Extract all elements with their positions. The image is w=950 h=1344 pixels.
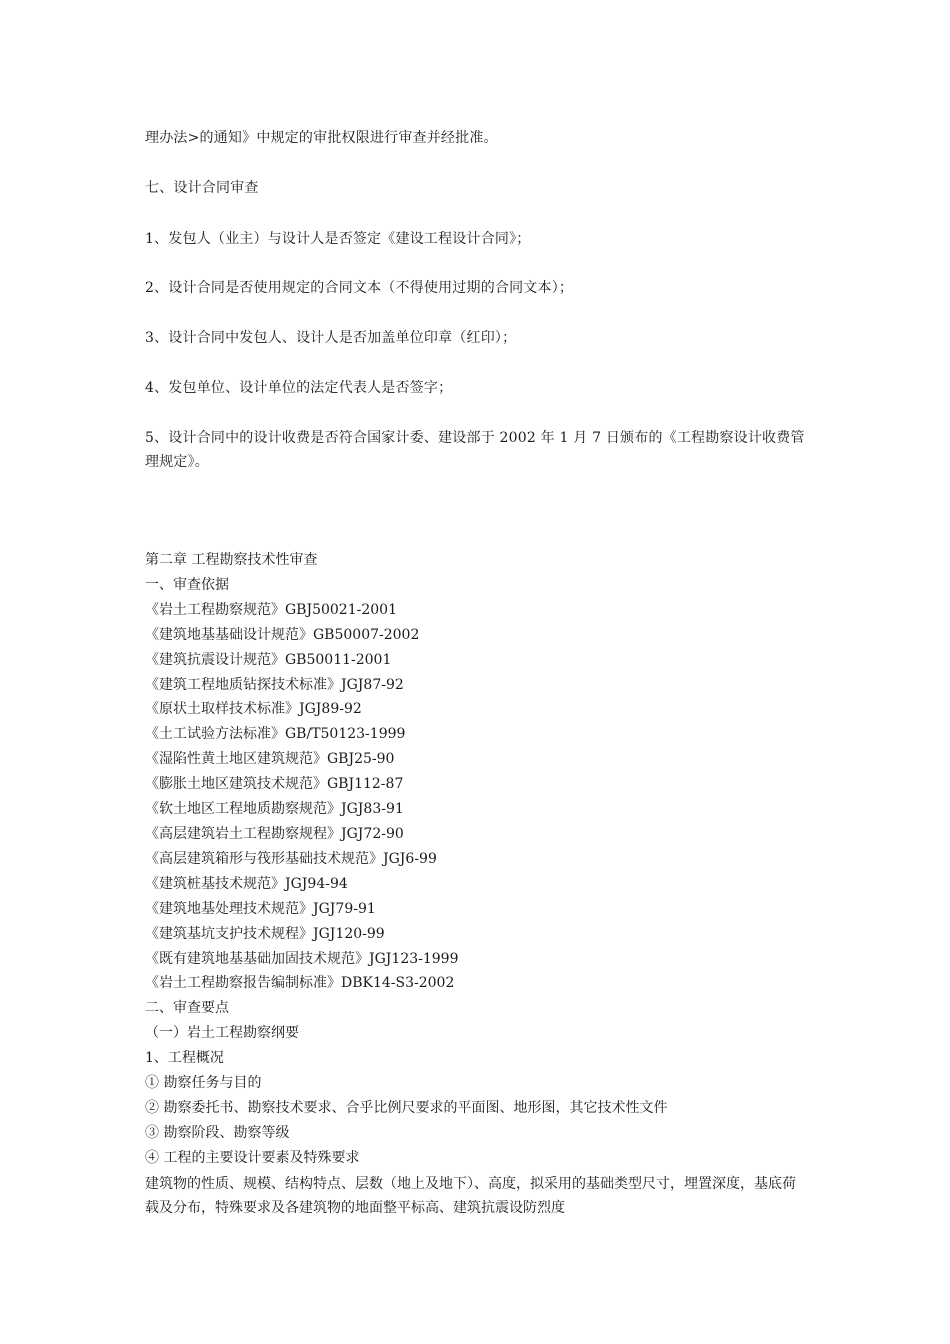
overview-item: ④ 工程的主要设计要素及特殊要求 xyxy=(145,1149,360,1166)
overview-description: 建筑物的性质、规模、结构特点、层数（地上及地下）、高度，拟采用的基础类型尺寸，埋置深度，基底荷载及分布，特殊要求及各建筑物的地面整平标高、建筑抗震设防烈度 xyxy=(145,1175,796,1216)
contract-item-5: 5、设计合同中的设计收费是否符合国家计委、建设部于 2002 年 1 月 7 日颁布的《工程勘察设计收费管理规定》。 xyxy=(145,430,805,470)
standard-item: 《高层建筑箱形与筏形基础技术规范》JGJ6-99 xyxy=(145,850,437,867)
standard-item: 《软土地区工程地质勘察规范》JGJ83-91 xyxy=(145,801,404,818)
standard-item: 《岩土工程勘察规范》GBJ50021-2001 xyxy=(145,601,397,618)
chapter-title: 第二章 工程勘察技术性审查 xyxy=(145,552,318,568)
contract-item-1: 1、发包人（业主）与设计人是否签定《建设工程设计合同》； xyxy=(145,231,531,247)
contract-item-3: 3、设计合同中发包人、设计人是否加盖单位印章（红印）； xyxy=(145,330,517,346)
standard-item: 《原状土取样技术标准》JGJ89-92 xyxy=(145,701,362,718)
standard-item: 《高层建筑岩土工程勘察规程》JGJ72-90 xyxy=(145,825,404,842)
standard-item: 《建筑地基处理技术规范》JGJ79-91 xyxy=(145,900,376,917)
standard-item: 《湿陷性黄土地区建筑规范》GBJ25-90 xyxy=(145,751,395,768)
points-heading: 二、审查要点 xyxy=(145,1000,229,1017)
overview-item: ③ 勘察阶段、勘察等级 xyxy=(145,1124,290,1141)
chapter2-content xyxy=(145,548,805,1220)
standard-item: 《建筑基坑支护技术规程》JGJ120-99 xyxy=(145,925,385,942)
overview-heading: 1、工程概况 xyxy=(145,1050,224,1067)
standard-item: 《建筑工程地质钻探技术标准》JGJ87-92 xyxy=(145,676,404,693)
overview-item: ② 勘察委托书、勘察技术要求、合乎比例尺要求的平面图、地形图，其它技术性文件 xyxy=(145,1099,668,1116)
standard-item: 《膨胀土地区建筑技术规范》GBJ112-87 xyxy=(145,776,404,793)
contract-item-4: 4、发包单位、设计单位的法定代表人是否签字； xyxy=(145,380,453,396)
outline-heading: （一）岩土工程勘察纲要 xyxy=(145,1025,299,1042)
lead-line: 理办法>的通知》中规定的审批权限进行审查并经批准。 xyxy=(145,130,498,146)
basis-heading: 一、审查依据 xyxy=(145,576,229,593)
standard-item: 《既有建筑地基基础加固技术规范》JGJ123-1999 xyxy=(145,950,459,967)
overview-item: ① 勘察任务与目的 xyxy=(145,1075,262,1092)
standard-item: 《建筑地基基础设计规范》GB50007-2002 xyxy=(145,626,420,643)
section-heading-design-contract: 七、设计合同审查 xyxy=(145,180,259,196)
contract-item-2: 2、设计合同是否使用规定的合同文本（不得使用过期的合同文本）； xyxy=(145,280,574,296)
standard-item: 《土工试验方法标准》GB/T50123-1999 xyxy=(145,726,406,743)
standard-item: 《岩土工程勘察报告编制标准》DBK14-S3-2002 xyxy=(145,975,455,992)
standard-item: 《建筑桩基技术规范》JGJ94-94 xyxy=(145,875,348,892)
standard-item: 《建筑抗震设计规范》GB50011-2001 xyxy=(145,651,392,668)
